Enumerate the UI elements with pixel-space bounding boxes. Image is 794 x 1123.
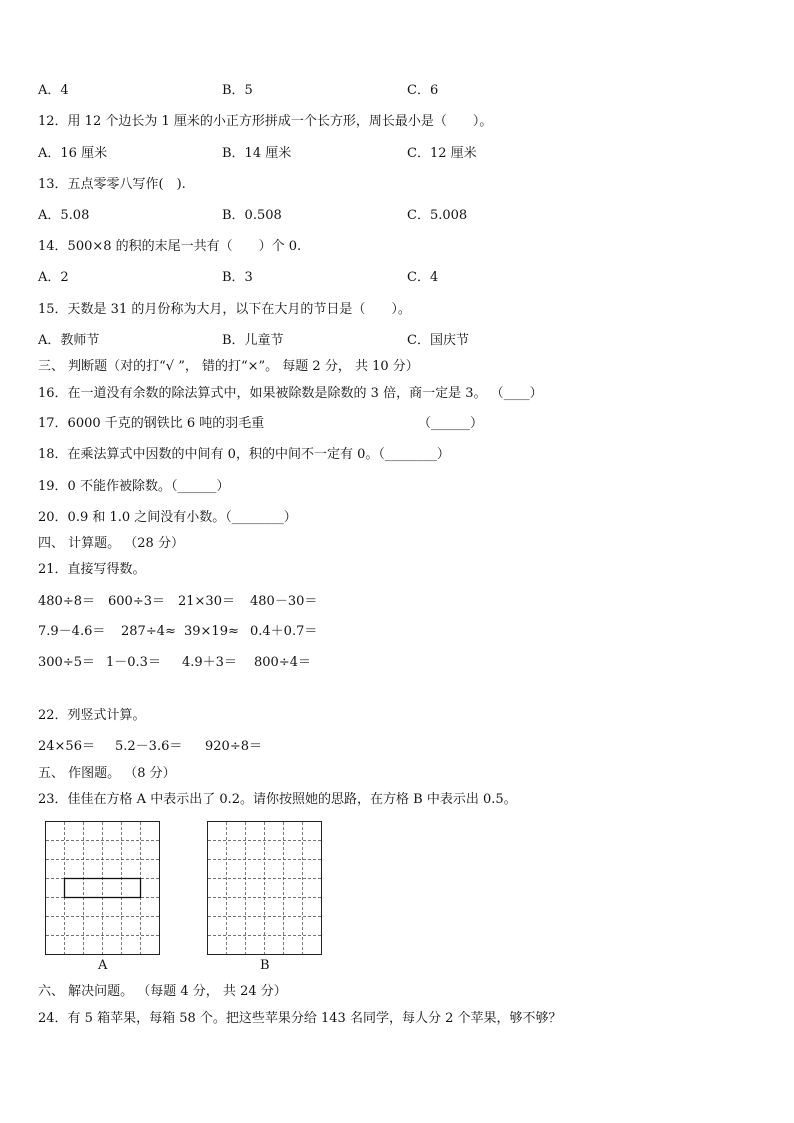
q12-text: 12．用 12 个边长为 1 厘米的小正方形拼成一个长方形，周长最小是（ ）。 [38,114,493,129]
q18-text: 18．在乘法算式中因数的中间有 0，积的中间不一定有 0。（________） [38,447,450,462]
grid-b[interactable] [207,821,323,956]
q21-item: 800÷4＝ [254,655,311,670]
q15-option-c: C．国庆节 [407,333,469,348]
section6-heading: 六、 解决问题。 （每题 4 分， 共 24 分） [38,984,287,999]
q21-item: 480－30＝ [250,594,318,609]
q21-item: 21×30＝ [178,594,235,609]
q21-item: 1－0.3＝ [106,655,161,670]
q22-item: 24×56＝ [38,739,95,754]
q17-answer-blank[interactable]: （______） [418,416,484,431]
q12-option-a: A．16 厘米 [38,146,108,161]
q12-option-b: B．14 厘米 [222,146,292,161]
q16-text: 16．在一道没有余数的除法算式中，如果被除数是除数的 3 倍，商一定是 3。 （____） [38,386,543,401]
q21-item: 4.9＋3＝ [182,655,237,670]
q13-text: 13．五点零零八写作( ). [38,177,186,192]
q19-text: 19．0 不能作被除数。（______） [38,479,230,494]
q13-option-a: A．5.08 [38,208,90,223]
section3-heading: 三、 判断题（对的打“√ ”， 错的打“×”。 每题 2 分， 共 10 分） [38,359,419,374]
q22-item: 920÷8＝ [205,739,262,754]
q11-option-c: C．6 [407,83,439,98]
q15-option-a: A．教师节 [38,333,100,348]
q15-option-b: B．儿童节 [222,333,284,348]
grid-a [45,821,161,956]
q24-text: 24．有 5 箱苹果，每箱 58 个。把这些苹果分给 143 名同学，每人分 2 个苹果，够不够？ [38,1011,562,1026]
q21-item: 480÷8＝ [38,594,95,609]
q20-text: 20．0.9 和 1.0 之间没有小数。（________） [38,510,297,525]
q14-option-a: A．2 [38,270,69,285]
q13-option-c: C．5.008 [407,208,468,223]
grid-b-label: B [260,958,270,973]
q22-item: 5.2－3.6＝ [115,739,183,754]
q21-item: 0.4＋0.7＝ [250,624,318,639]
q21-title: 21．直接写得数。 [38,562,146,577]
q17-text: 17．6000 千克的钢铁比 6 吨的羽毛重 [38,416,265,431]
section4-heading: 四、 计算题。 （28 分） [38,536,184,551]
q22-title: 22．列竖式计算。 [38,708,146,723]
q11-option-a: A．4 [38,83,69,98]
q14-text: 14．500×8 的积的末尾一共有（ ）个 0. [38,239,302,254]
q14-option-b: B．3 [222,270,253,285]
q21-item: 7.9－4.6＝ [38,624,106,639]
q13-option-b: B．0.508 [222,208,282,223]
q15-text: 15．天数是 31 的月份称为大月，以下在大月的节日是（ ）。 [38,302,411,317]
q21-item: 300÷5＝ [38,655,95,670]
q12-option-c: C．12 厘米 [407,146,477,161]
q11-option-b: B．5 [222,83,253,98]
q14-option-c: C．4 [407,270,439,285]
q21-item: 39×19≈ [184,624,239,639]
q23-text: 23．佳佳在方格 A 中表示出了 0.2。请你按照她的思路，在方格 B 中表示出 0.5。 [38,792,517,807]
q21-item: 287÷4≈ [121,624,176,639]
q21-item: 600÷3＝ [108,594,165,609]
section5-heading: 五、 作图题。 （8 分） [38,766,176,781]
grid-a-label: A [98,958,108,973]
